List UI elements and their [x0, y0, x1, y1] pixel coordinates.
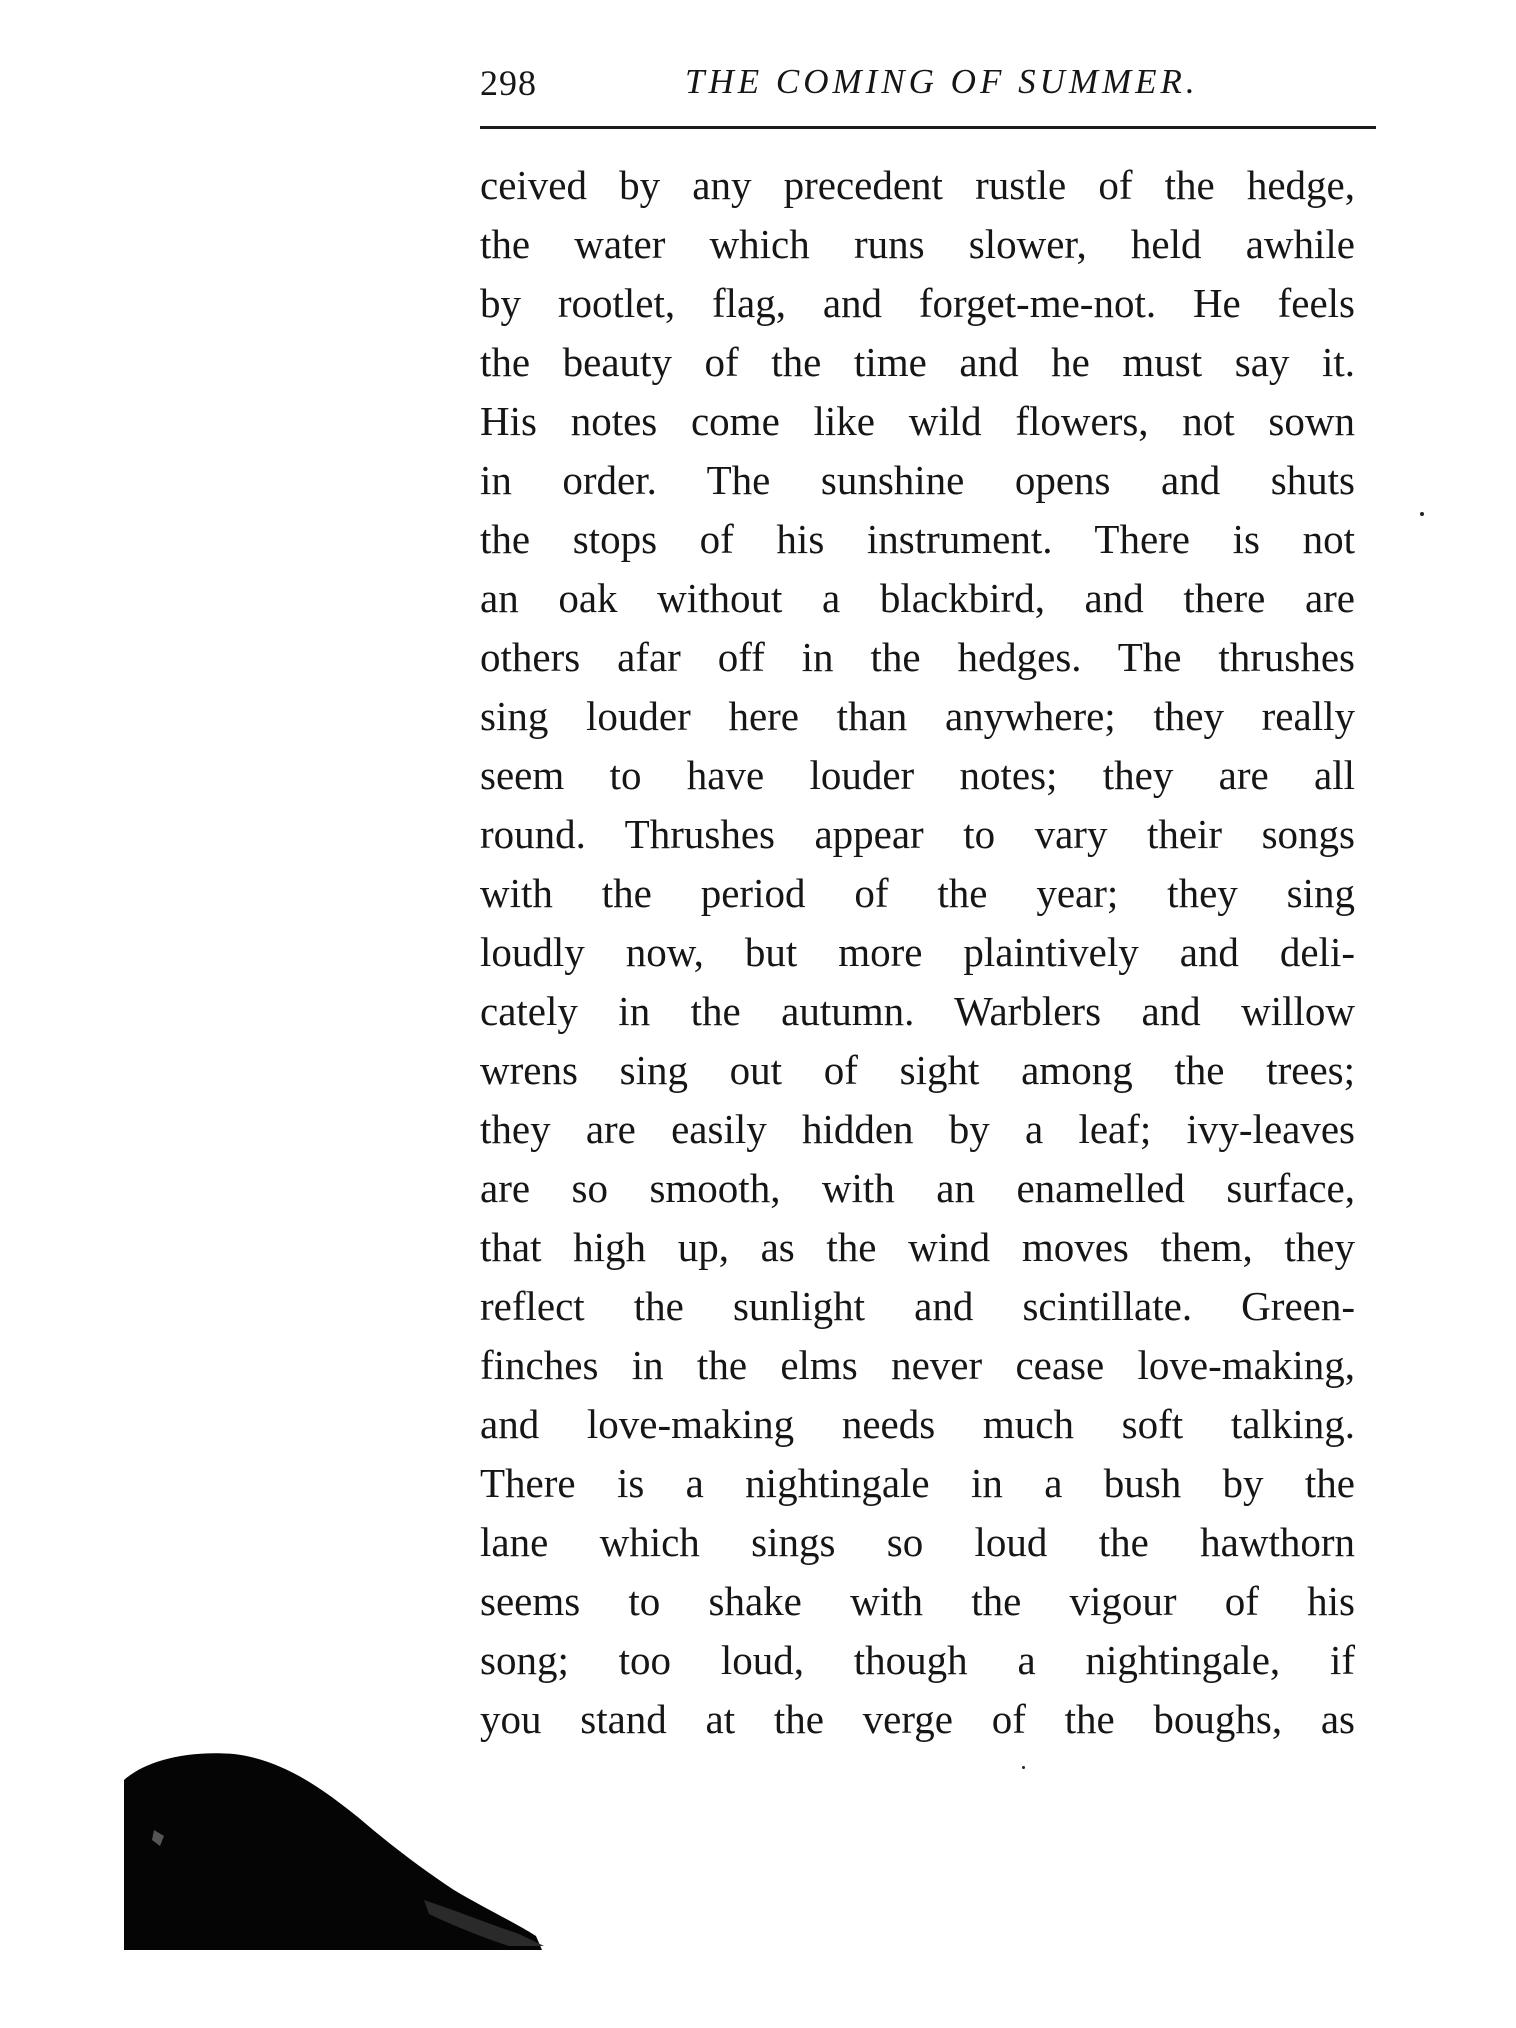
text-line: the stops of his instrument. There is not [480, 516, 1355, 562]
text-line: by rootlet, flag, and forget-me-not. He feels [480, 280, 1355, 326]
body-text [480, 156, 1355, 1749]
text-line: ceived by any precedent rustle of the hedge, [480, 162, 1355, 208]
text-line: seem to have louder notes; they are all [480, 752, 1355, 798]
text-line: in order. The sunshine opens and shuts [480, 457, 1355, 503]
text-line: finches in the elms never cease love-making, [480, 1342, 1355, 1388]
text-line: and love-making needs much soft talking. [480, 1401, 1355, 1447]
text-line: with the period of the year; they sing [480, 870, 1355, 916]
text-line: cately in the autumn. Warblers and willow [480, 988, 1355, 1034]
text-line: reflect the sunlight and scintillate. Green- [480, 1283, 1355, 1329]
scan-shadow-blot [124, 1750, 554, 1960]
text-line: they are easily hidden by a leaf; ivy-leaves [480, 1106, 1355, 1152]
text-line: others afar off in the hedges. The thrushes [480, 634, 1355, 680]
text-line: His notes come like wild flowers, not sown [480, 398, 1355, 444]
text-line: the water which runs slower, held awhile [480, 221, 1355, 267]
text-line: song; too loud, though a nightingale, if [480, 1637, 1355, 1683]
text-line: you stand at the verge of the boughs, as [480, 1696, 1355, 1742]
text-line: the beauty of the time and he must say it. [480, 339, 1355, 385]
text-line: that high up, as the wind moves them, they [480, 1224, 1355, 1270]
text-line: wrens sing out of sight among the trees; [480, 1047, 1355, 1093]
text-line: are so smooth, with an enamelled surface, [480, 1165, 1355, 1211]
ink-speck [1420, 512, 1424, 516]
text-line: round. Thrushes appear to vary their songs [480, 811, 1355, 857]
text-line: seems to shake with the vigour of his [480, 1578, 1355, 1624]
scan-shadow-shape [124, 1750, 554, 1960]
text-line: loudly now, but more plaintively and deli- [480, 929, 1355, 975]
text-line: an oak without a blackbird, and there are [480, 575, 1355, 621]
page-header [480, 62, 1380, 122]
text-line: sing louder here than anywhere; they really [480, 693, 1355, 739]
header-rule [480, 126, 1376, 129]
text-line: lane which sings so loud the hawthorn [480, 1519, 1355, 1565]
page-number: 298 [480, 63, 537, 103]
text-line: There is a nightingale in a bush by the [480, 1460, 1355, 1506]
ink-speck [1022, 1766, 1025, 1769]
running-title: THE COMING OF SUMMER. [685, 62, 1199, 101]
